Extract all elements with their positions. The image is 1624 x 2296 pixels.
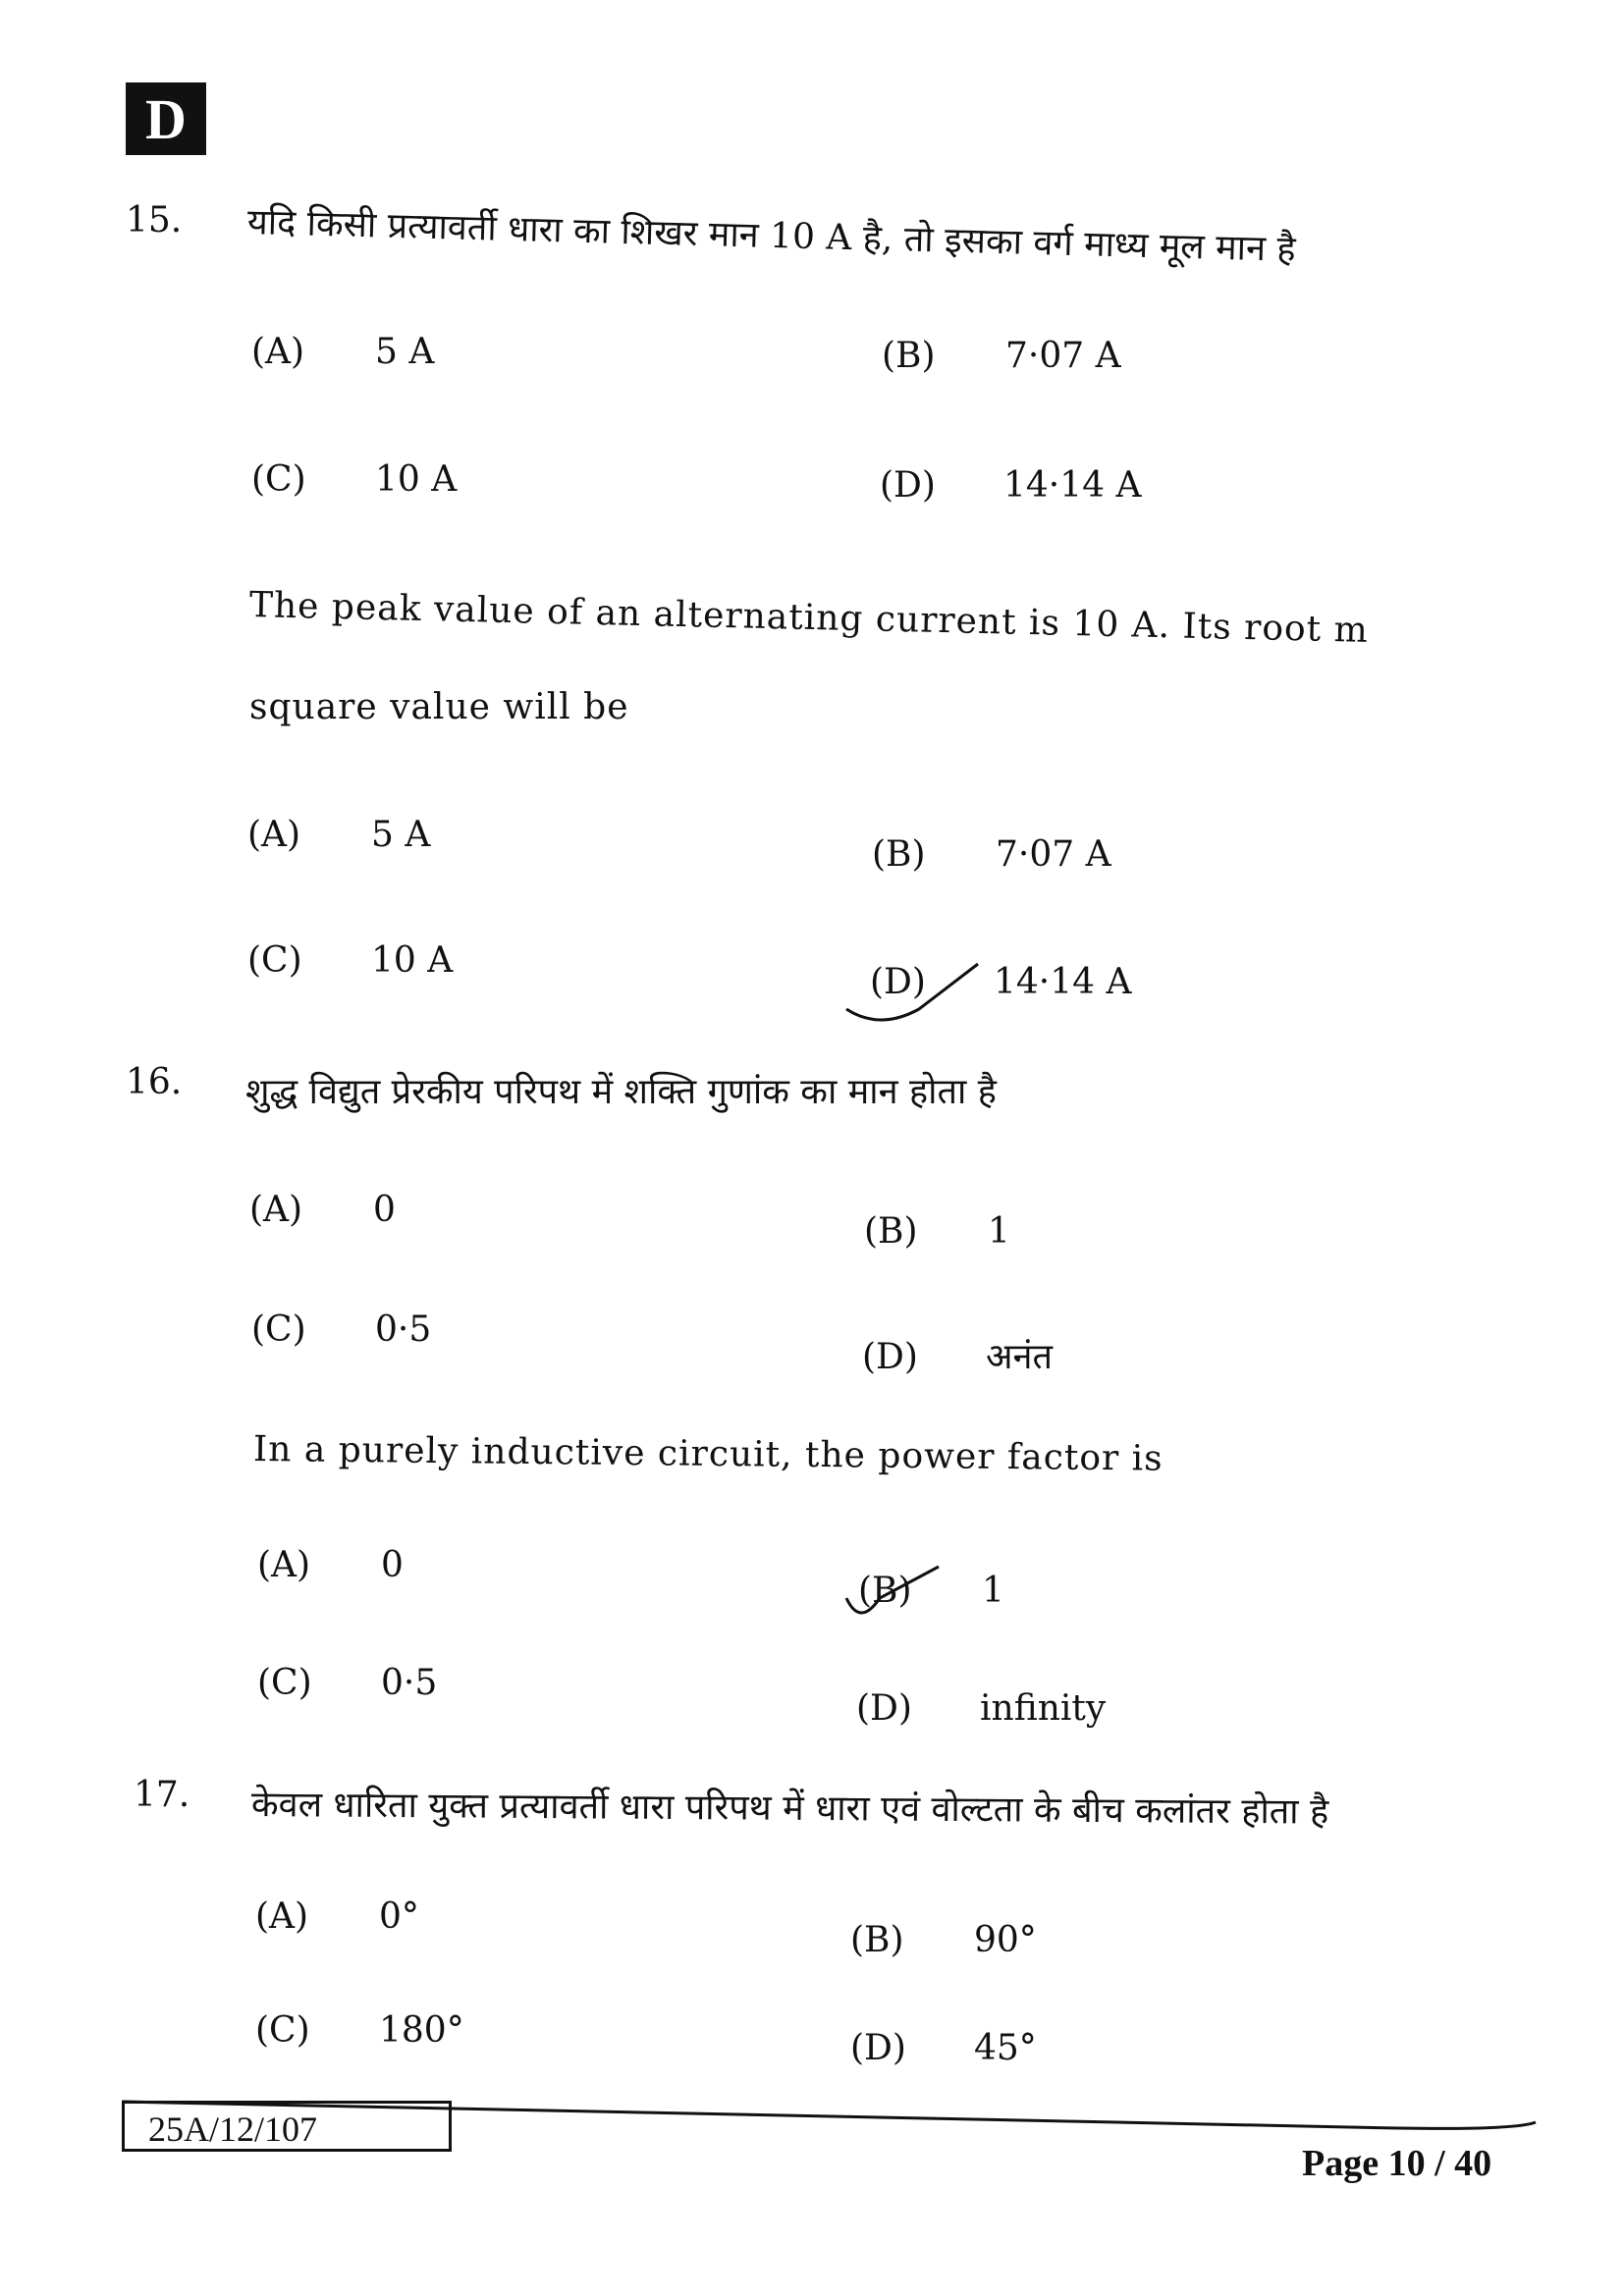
- option-text: 0: [373, 1190, 396, 1230]
- set-label-badge: D: [126, 82, 206, 155]
- option-label: (D): [880, 465, 936, 506]
- option-label: (B): [864, 1211, 918, 1252]
- option-label: (C): [251, 1309, 306, 1350]
- question-text-hindi: यदि किसी प्रत्यावर्ती धारा का शिखर मान 10 A है, तो इसका वर्ग माध्य मूल मान है: [246, 202, 1297, 270]
- option-text: 7·07 A: [996, 834, 1111, 875]
- option-d[interactable]: [856, 1688, 1106, 1729]
- question-number: 17.: [134, 1775, 190, 1815]
- option-text: 7·07 A: [1005, 336, 1121, 376]
- option-text: 10 A: [371, 940, 454, 981]
- question-text-english-cont: square value will be: [249, 687, 629, 727]
- option-a[interactable]: [257, 1545, 404, 1585]
- option-text: 45°: [974, 2028, 1037, 2068]
- option-d[interactable]: [850, 2028, 1037, 2068]
- question-number: 16.: [126, 1062, 183, 1102]
- page-number: Page 10 / 40: [1302, 2143, 1492, 2184]
- option-b[interactable]: [872, 834, 1111, 875]
- option-label: (C): [251, 459, 306, 500]
- option-label: (C): [255, 2010, 310, 2051]
- tick-mark-icon: [840, 952, 988, 1031]
- option-text: 5 A: [371, 815, 431, 855]
- option-label: (A): [257, 1545, 311, 1585]
- option-label: (D): [856, 1688, 912, 1729]
- option-text: 14·14 A: [994, 962, 1132, 1002]
- option-b[interactable]: [850, 1920, 1037, 1960]
- option-c[interactable]: [247, 940, 453, 981]
- option-c[interactable]: [251, 459, 457, 500]
- option-label: (D): [850, 2028, 906, 2068]
- option-text: 1: [982, 1571, 1004, 1611]
- option-c[interactable]: [257, 1663, 437, 1703]
- option-text: 180°: [379, 2010, 464, 2051]
- question-number: 15.: [126, 200, 183, 240]
- option-c[interactable]: [251, 1309, 431, 1350]
- option-label: (B): [872, 834, 926, 875]
- option-a[interactable]: [247, 815, 430, 855]
- option-text: 0·5: [381, 1663, 438, 1703]
- option-label: (C): [257, 1663, 312, 1703]
- option-label: (C): [247, 940, 302, 981]
- option-label: (B): [850, 1920, 904, 1960]
- option-label: (A): [255, 1896, 309, 1937]
- option-text: 0: [381, 1545, 404, 1585]
- option-d[interactable]: [862, 1331, 1053, 1379]
- question-text-english: The peak value of an alternating current is 10 A. Its root m: [248, 585, 1370, 651]
- question-text-hindi: शुद्ध विद्युत प्रेरकीय परिपथ में शक्ति गुणांक का मान होता है: [245, 1072, 997, 1112]
- paper-code: 25A/12/107: [122, 2101, 452, 2152]
- option-text: 14·14 A: [1003, 465, 1142, 506]
- option-d[interactable]: [880, 465, 1142, 506]
- option-label: (D): [862, 1337, 918, 1377]
- option-c[interactable]: [255, 2010, 464, 2051]
- option-text: 1: [988, 1211, 1010, 1252]
- option-b[interactable]: [864, 1211, 1010, 1252]
- option-b[interactable]: [882, 336, 1121, 376]
- option-label: (B): [858, 1571, 912, 1611]
- question-text-english: In a purely inductive circuit, the power factor is: [252, 1429, 1164, 1479]
- option-label: (A): [249, 1190, 303, 1230]
- option-text: 0·5: [375, 1309, 432, 1350]
- option-label: (A): [247, 815, 301, 855]
- tick-mark-icon: [840, 1559, 978, 1628]
- option-a[interactable]: [251, 332, 434, 372]
- question-text-hindi: केवल धारिता युक्त प्रत्यावर्ती धारा परिपथ में धारा एवं वोल्टता के बीच कलांतर होता है: [250, 1785, 1329, 1833]
- option-text: 0°: [379, 1896, 419, 1937]
- option-label: (B): [882, 336, 936, 376]
- option-text: infinity: [980, 1688, 1107, 1729]
- option-a[interactable]: [255, 1896, 419, 1937]
- option-label: (A): [251, 332, 305, 372]
- option-a[interactable]: [249, 1190, 396, 1230]
- option-text: 10 A: [375, 459, 458, 500]
- option-text: 90°: [974, 1920, 1037, 1960]
- option-text: 5 A: [375, 332, 435, 372]
- option-text: अनंत: [986, 1337, 1054, 1377]
- option-label: (D): [870, 962, 926, 1002]
